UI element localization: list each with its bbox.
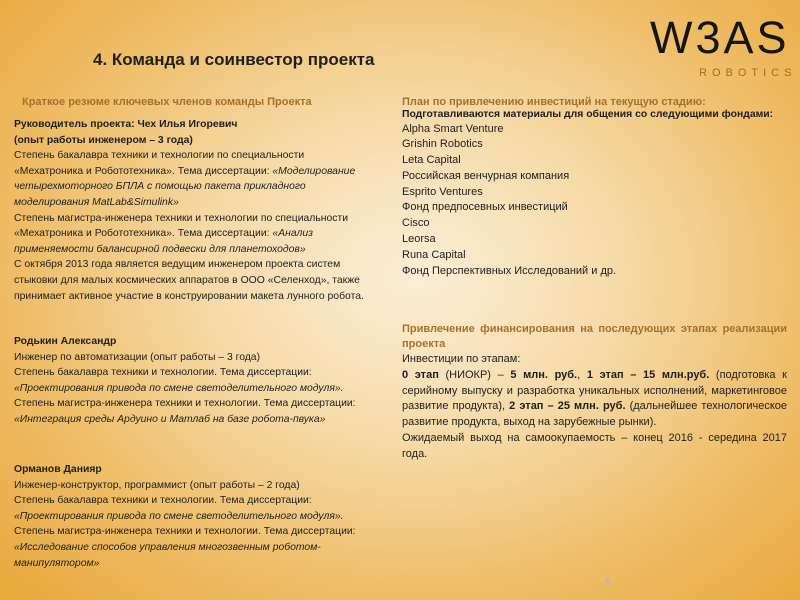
member-degree-master: Степень магистра-инженера техники и технологии. Тема диссертации: «Исследование способов управления многозвенным роботом-манипулятором» — [14, 526, 356, 569]
fund-item: Российская венчурная компания — [402, 169, 570, 182]
member-name: Родькин Александр — [14, 336, 117, 347]
stages-label: Инвестиции по этапам: — [402, 353, 521, 365]
investment-plan-block — [402, 108, 787, 279]
member-degree-bachelor: Степень бакалавра техники и технологии. Тема диссертации: «Проектирования привода по смене светоделительного модуля». — [14, 495, 344, 522]
member-role: Инженер-конструктор, программист (опыт работы – 2 года) — [14, 479, 300, 491]
logo-wordmark: W3AS — [650, 12, 790, 63]
member-block-ormanov — [14, 462, 374, 571]
member-extra-info: С октября 2013 года является ведущим инженером проекта систем стыковки для малых космических аппаратов в ООО «Селенход», также принимает активное участие в конструировании макета лунного робота. — [14, 259, 364, 302]
member-role: Инженер по автоматизации (опыт работы – 3 года) — [14, 351, 261, 363]
fund-item: Esprito Ventures — [402, 185, 483, 198]
member-block-rodkin — [14, 334, 374, 428]
fund-item: Alpha Smart Venture — [402, 122, 504, 135]
member-name: Орманов Данияр — [14, 464, 102, 475]
fund-item: Cisco — [402, 217, 430, 230]
member-degree-bachelor: Степень бакалавра техники и технологии по специальности «Мехатроника и Робототехника». Тема диссертации: «Моделирование четырехмоторного БПЛА с помощью пакета прикладного моделирования MatLab&Simulink» — [14, 150, 356, 208]
slide-title: 4. Команда и соинвестор проекта — [93, 50, 375, 69]
member-header: Руководитель проекта: Чех Илья Игоревич — [14, 119, 238, 130]
fund-item: Leorsa — [402, 233, 436, 246]
page-number: 6 — [605, 576, 612, 588]
payback-text: Ожидаемый выход на самоокупаемость – конец 2016 - середина 2017 года. — [402, 431, 787, 460]
w3as-robotics-logo — [650, 12, 797, 84]
funds-list — [402, 122, 787, 280]
financing-block — [402, 352, 787, 463]
logo-subtitle: ROBOTICS — [699, 67, 797, 79]
team-summary-heading: Краткое резюме ключевых членов команды Проекта — [22, 96, 312, 108]
member-degree-master: Степень магистра-инженера техники и технологии по специальности «Мехатроника и Робототехника». Тема диссертации: «Анализ применяемости балансирной подвески для планетоходов» — [14, 212, 349, 255]
fund-item: Фонд Перспективных Исследований и др. — [402, 264, 617, 277]
stages-description: 0 этап (НИОКР) – 5 млн. руб., 1 этап – 15 млн.руб. (подготовка к серийному выпуску и разработка уникальных исполнений, маркетинговое развитие продукта), 2 этап – 25 млн. руб. (дальнейшее технологическое развитие продукта, выход на зарубежные рынки). — [402, 368, 787, 429]
fund-item: Grishin Robotics — [402, 138, 483, 151]
investment-plan-heading: План по привлечению инвестиций на текущую стадию: — [402, 96, 706, 108]
investment-plan-subheading: Подготавливаются материалы для общения со следующими фондами: — [402, 109, 774, 120]
fund-item: Leta Capital — [402, 154, 461, 167]
fund-item: Runa Capital — [402, 248, 466, 261]
fund-item: Фонд предпосевных инвестиций — [402, 201, 568, 214]
member-degree-bachelor: Степень бакалавра техники и технологии. Тема диссертации: «Проектирования привода по смене светоделительного модуля». — [14, 367, 344, 394]
member-experience: (опыт работы инженером – 3 года) — [14, 134, 193, 146]
member-block-chekh — [14, 117, 374, 304]
member-degree-master: Степень магистра-инженера техники и технологии. Тема диссертации: «Интеграция среды Ардуино и Матлаб на базе робота-пвука» — [14, 398, 356, 425]
financing-heading: Привлечение финансирования на последующих этапах реализации проекта — [402, 323, 787, 350]
